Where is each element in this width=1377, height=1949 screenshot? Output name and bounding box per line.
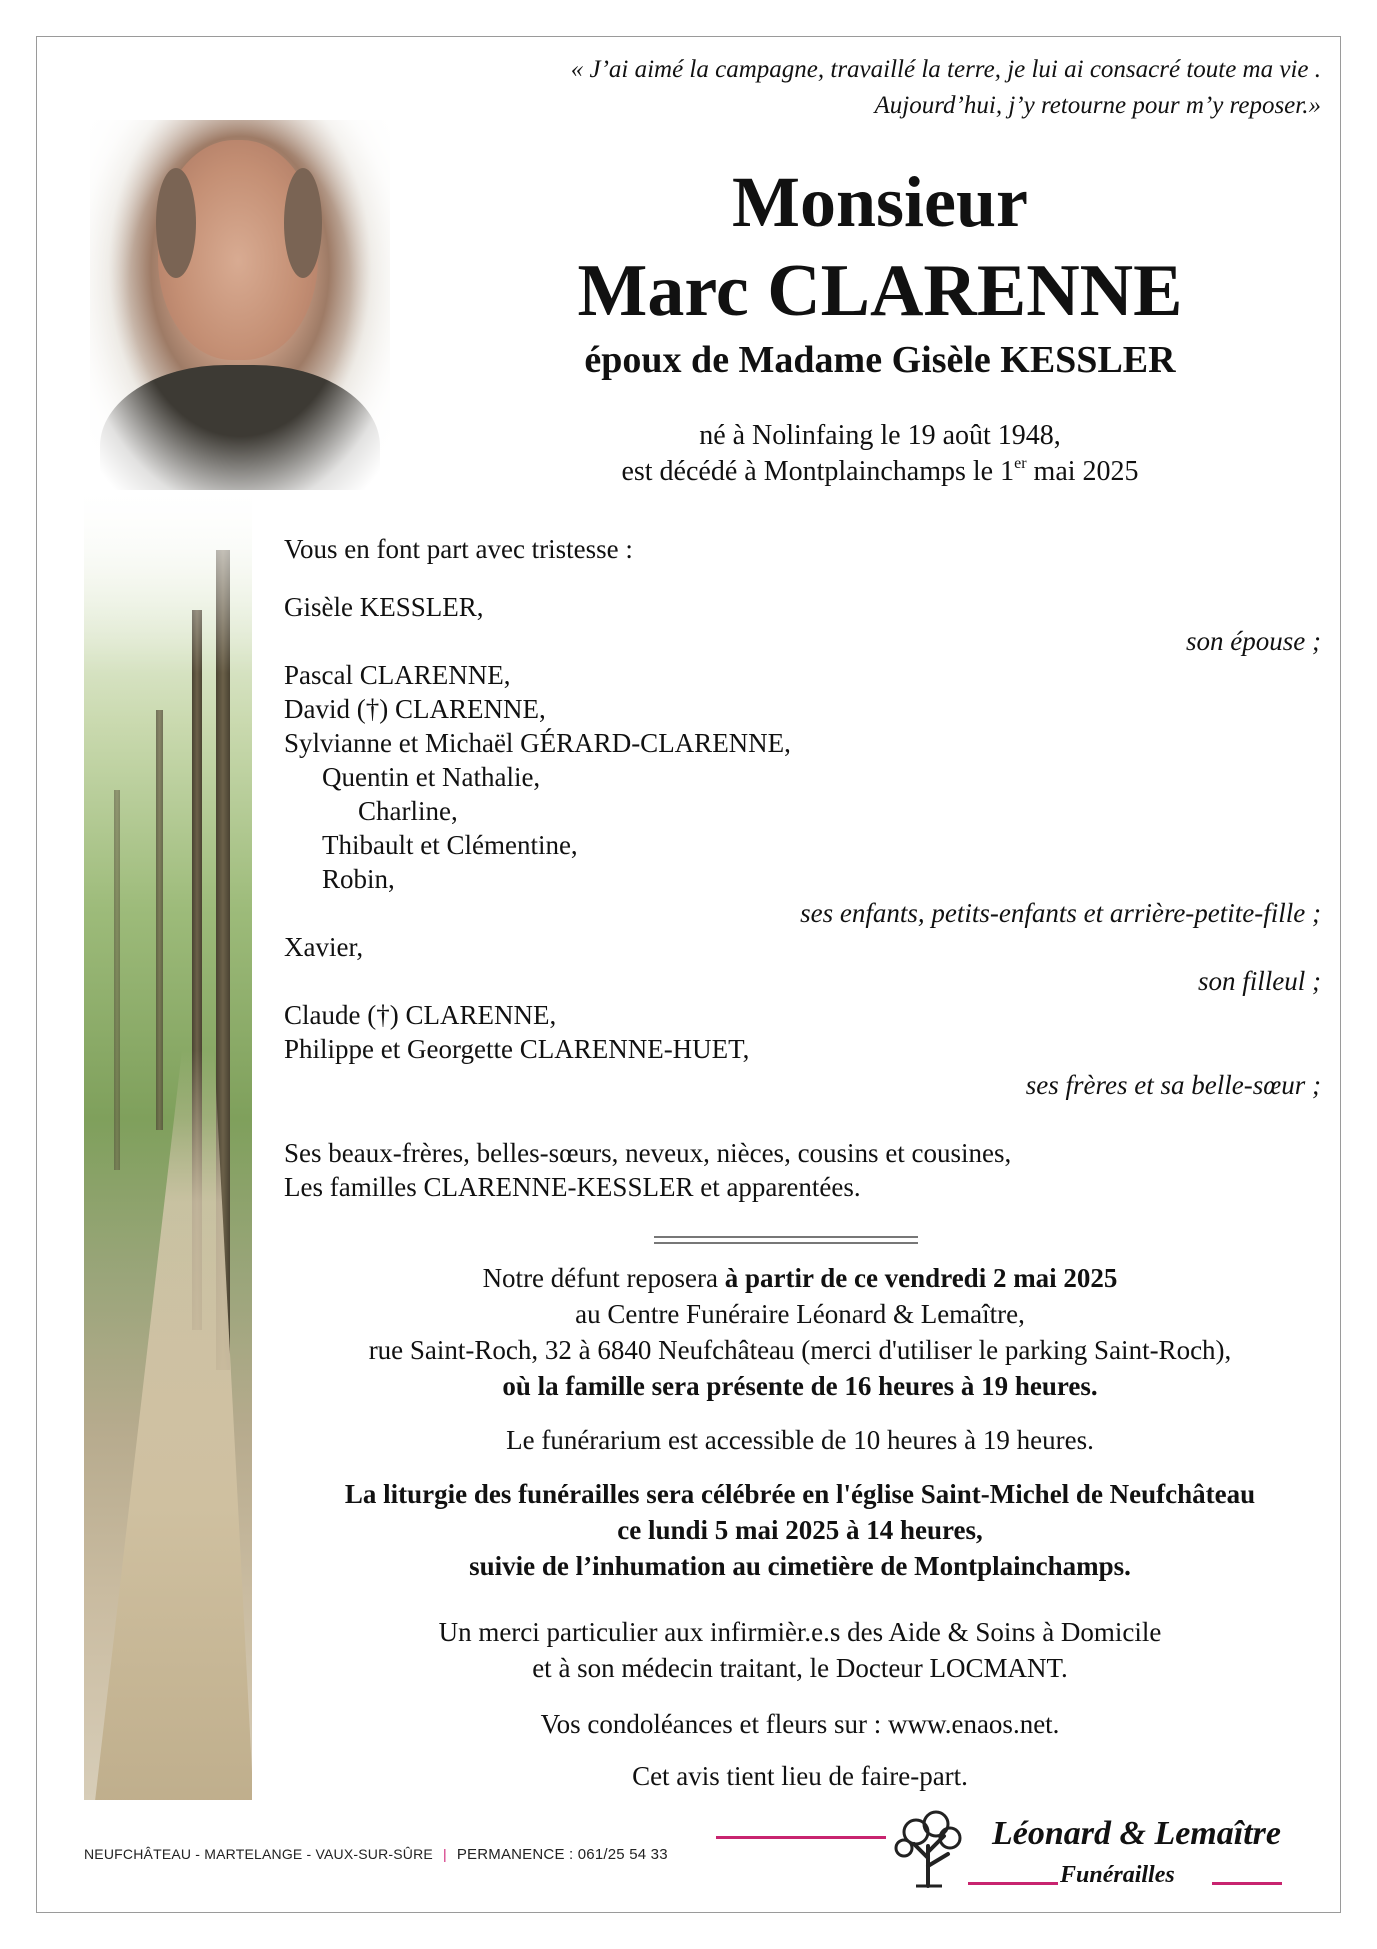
liturgy-line-3: suivie de l’inhumation au cimetière de Montplainchamps. [469,1551,1131,1581]
spouse-role: son épouse ; [1186,626,1321,656]
brand-subtitle: Funérailles [1060,1862,1175,1888]
deceased-spouse: époux de Madame Gisèle KESSLER [584,339,1176,381]
quote [321,52,1321,124]
footer-locations: NEUFCHÂTEAU - MARTELANGE - VAUX-SUR-SÛRE [84,1846,433,1862]
forest-path-image [84,490,252,1800]
family-intro: Vous en font part avec tristesse : [284,534,633,564]
funeral-home: au Centre Funéraire Léonard & Lemaître, [575,1299,1025,1329]
logo-line-bottom-left [968,1882,1058,1885]
great-grandchild-name: Charline, [358,796,458,826]
footer-separator: | [442,1846,447,1862]
child-name: Pascal CLARENNE, [284,660,511,690]
liturgy-line-2: ce lundi 5 mai 2025 à 14 heures, [617,1515,983,1545]
other-relatives: Ses beaux-frères, belles-sœurs, neveux, nièces, cousins et cousines, [284,1138,1012,1168]
death-line-prefix: est décédé à Montplainchamps le 1 [621,456,1015,487]
footer-contact [84,1846,668,1863]
logo-line-left [716,1836,886,1839]
birth-line: né à Nolinfaing le 19 août 1948, [699,420,1061,451]
family-presence: où la famille sera présente de 16 heures à 19 heures. [502,1371,1098,1401]
deceased-name: Marc CLARENNE [577,250,1183,332]
quote-line-1: « J’ai aimé la campagne, travaillé la terre, je lui ai consacré toute ma vie . [570,56,1321,83]
tree-logo-icon [886,1806,970,1890]
access-hours: Le funérarium est accessible de 10 heures à 19 heures. [506,1425,1094,1455]
death-line [480,454,1280,490]
grandchild-name: Thibault et Clémentine, [322,830,578,860]
other-families: Les familles CLARENNE-KESSLER et apparentées. [284,1172,861,1202]
brand-name: Léonard & Lemaître [992,1815,1281,1852]
godson-role: son filleul ; [1198,966,1321,996]
sibling-name: Claude (†) CLARENNE, [284,1000,557,1030]
portrait-vignette [90,120,390,490]
spouse-name: Gisèle KESSLER, [284,592,484,622]
death-line-suffix: mai 2025 [1026,456,1139,487]
forest-light [84,490,252,1800]
rest-prefix: Notre défunt reposera [482,1263,725,1293]
child-name: David (†) CLARENNE, [284,694,546,724]
logo-line-bottom-right [1212,1882,1282,1885]
grandchild-name: Robin, [322,864,395,894]
section-divider [654,1236,918,1244]
liturgy-line-1: La liturgie des funérailles sera célébrée en l'église Saint-Michel de Neufchâteau [344,1479,1256,1509]
deceased-title: Monsieur [732,162,1028,242]
siblings-role: ses frères et sa belle-sœur ; [1025,1070,1321,1100]
footer-permanence: PERMANENCE : 061/25 54 33 [456,1846,668,1863]
rest-line [260,1260,1340,1296]
death-line-sup: er [1014,455,1027,472]
sibling-name: Philippe et Georgette CLARENNE-HUET, [284,1034,750,1064]
child-name: Sylvianne et Michaël GÉRARD-CLARENNE, [284,728,791,758]
condolences-link[interactable]: Vos condoléances et fleurs sur : www.enaos.net. [540,1709,1060,1739]
grandchild-name: Quentin et Nathalie, [322,762,541,792]
godson-name: Xavier, [284,932,364,962]
thanks-line-2: et à son médecin traitant, le Docteur LOCMANT. [532,1653,1068,1683]
thanks-line-1: Un merci particulier aux infirmièr.e.s des Aide & Soins à Domicile [438,1617,1162,1647]
notice-text: Cet avis tient lieu de faire-part. [632,1761,968,1791]
quote-line-2: Aujourd’hui, j’y retourne pour m’y reposer.» [874,92,1321,119]
funeral-home-address: rue Saint-Roch, 32 à 6840 Neufchâteau (merci d'utiliser le parking Saint-Roch), [368,1335,1232,1365]
rest-date: à partir de ce vendredi 2 mai 2025 [724,1263,1118,1293]
children-role: ses enfants, petits-enfants et arrière-petite-fille ; [800,898,1321,928]
portrait-photo [90,120,390,490]
